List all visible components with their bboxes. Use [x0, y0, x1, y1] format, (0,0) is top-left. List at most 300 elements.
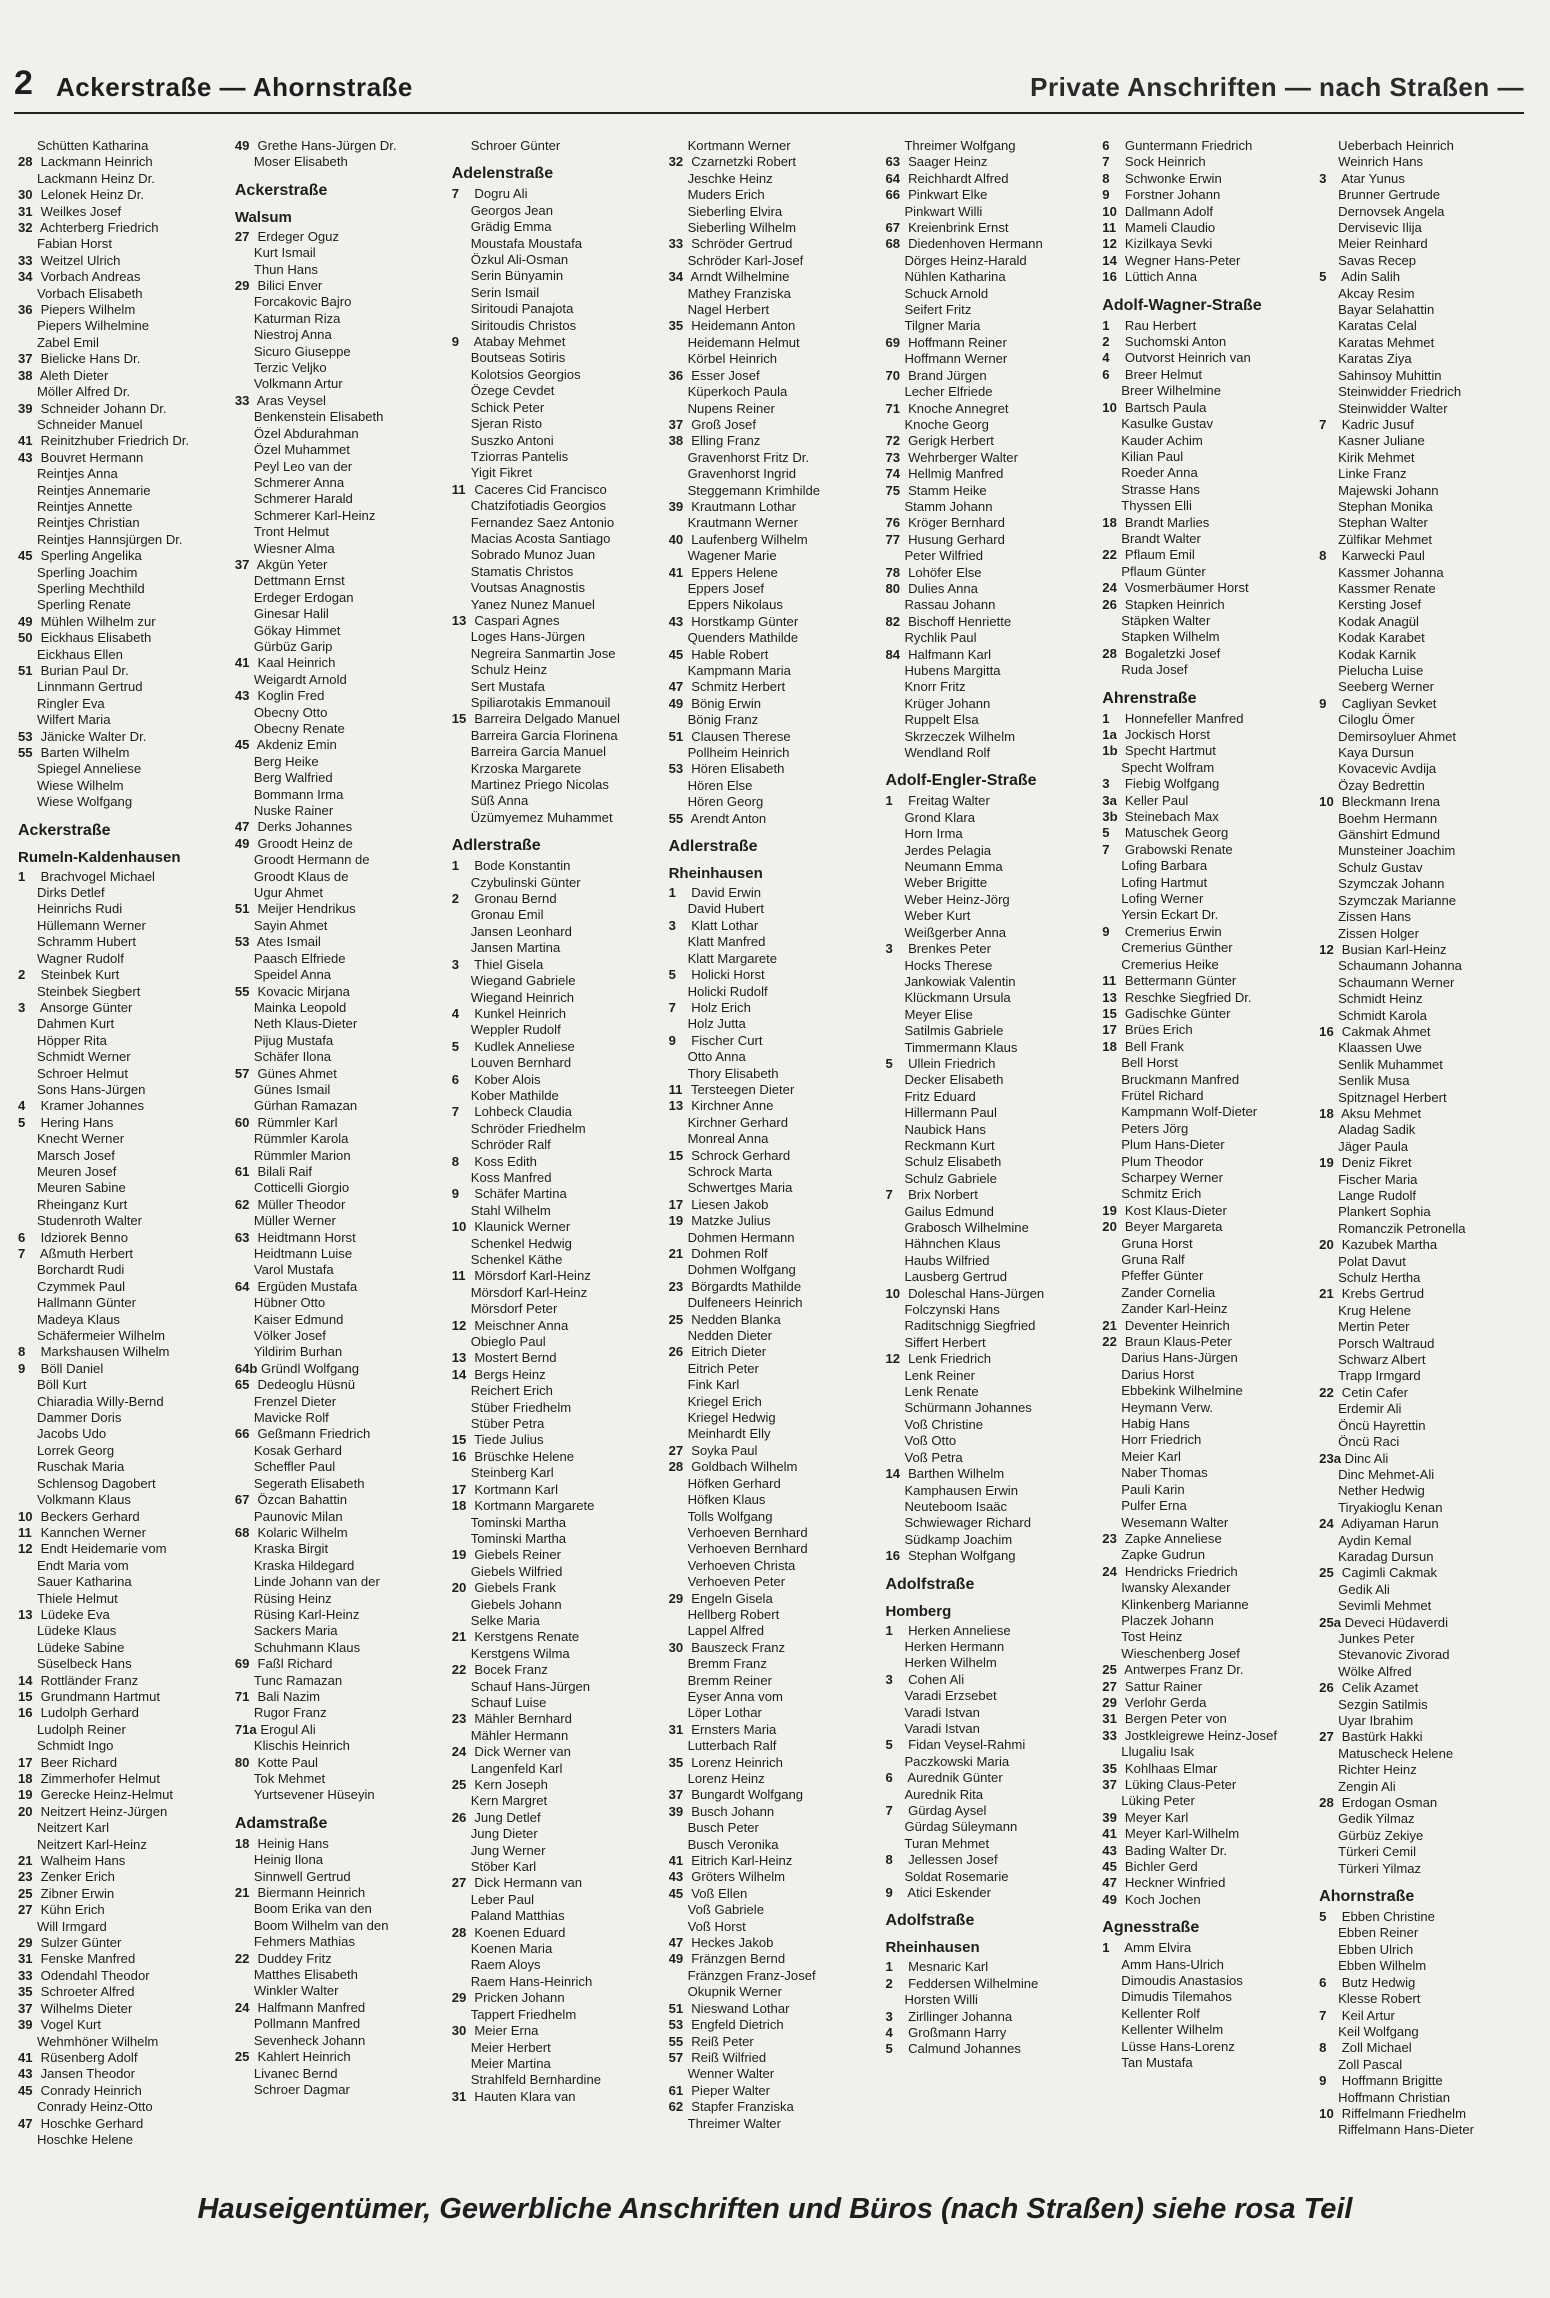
resident-name: Sert Mustafa — [470, 678, 545, 694]
resident-name: Kodak Anagül — [1338, 613, 1419, 629]
resident-name: Conrady Heinrich — [37, 2082, 142, 2098]
resident-name: Sezgin Satilmis — [1338, 1696, 1428, 1712]
resident-name: Hoffmann Werner — [904, 351, 1008, 367]
resident-name: Aßmuth Herbert — [37, 1246, 134, 1261]
resident-name: Plum Hans-Dieter — [1121, 1137, 1225, 1153]
resident-entry — [885, 1318, 1098, 1334]
resident-name: Okupnik Werner — [687, 1984, 782, 2000]
street-heading: Ahornstraße — [1319, 1888, 1415, 1906]
resident-name: Dimudis Tilemahos — [1121, 1989, 1232, 2005]
resident-entry — [1319, 302, 1532, 318]
resident-name: Will Irmgard — [37, 1918, 107, 1934]
resident-name: Kudlek Anneliese — [470, 1038, 575, 1054]
resident-entry — [885, 958, 1098, 974]
resident-name: Braun Klaus-Peter — [1121, 1334, 1232, 1350]
resident-name: Livanec Bernd — [253, 2065, 338, 2081]
resident-name: Idziorek Benno — [37, 1229, 128, 1245]
house-number: 36 — [668, 367, 684, 383]
resident-entry — [18, 1049, 231, 1065]
resident-entry — [452, 1531, 665, 1547]
resident-entry — [18, 729, 231, 745]
resident-entry — [452, 1203, 665, 1219]
resident-name: Hören Georg — [687, 794, 764, 810]
resident-entry — [885, 1885, 1098, 1901]
resident-name: Höfken Klaus — [687, 1492, 766, 1508]
resident-entry — [452, 777, 665, 793]
house-number: 21 — [451, 1629, 467, 1645]
resident-entry — [1102, 269, 1315, 285]
resident-entry — [669, 1705, 882, 1721]
resident-name: Nether Hedwig — [1338, 1483, 1425, 1499]
house-number: 50 — [18, 630, 33, 646]
resident-name: Schulz Hertha — [1338, 1270, 1421, 1286]
house-number: 20 — [451, 1580, 467, 1596]
resident-entry — [885, 859, 1098, 875]
resident-entry — [669, 1689, 882, 1705]
house-number: 39 — [668, 498, 684, 514]
resident-entry — [1102, 1285, 1315, 1301]
resident-entry — [18, 901, 231, 917]
resident-name: Kannchen Werner — [37, 1524, 146, 1540]
resident-entry — [669, 1295, 882, 1311]
resident-entry — [1319, 1204, 1532, 1220]
resident-name: Wieschenberg Josef — [1121, 1645, 1240, 1661]
resident-entry — [1102, 924, 1315, 940]
house-number: 24 — [1319, 1516, 1334, 1532]
resident-name: Lelonek Heinz Dr. — [37, 187, 144, 203]
resident-name: Meyer Elise — [904, 1006, 973, 1022]
resident-name: Leber Paul — [470, 1891, 535, 1907]
resident-entry — [669, 901, 882, 917]
resident-entry — [1319, 1434, 1532, 1450]
resident-name: Grabosch Wilhelmine — [904, 1220, 1029, 1235]
house-number: 16 — [1319, 1023, 1334, 1039]
resident-name: Barreira Garcia Manuel — [470, 744, 607, 760]
resident-entry — [885, 1992, 1098, 2008]
resident-entry — [18, 1689, 231, 1705]
resident-entry — [18, 335, 231, 351]
resident-name: Koss Edith — [470, 1153, 537, 1169]
resident-entry — [452, 1957, 665, 1973]
resident-entry — [1102, 1219, 1315, 1235]
resident-name: Butz Hedwig — [1338, 1974, 1416, 1990]
resident-entry — [18, 220, 231, 236]
house-number: 49 — [668, 1951, 684, 1967]
resident-name: Mertin Peter — [1338, 1319, 1410, 1335]
resident-entry — [669, 1426, 882, 1442]
resident-entry — [18, 384, 231, 400]
resident-entry — [235, 1755, 448, 1771]
resident-entry — [885, 1286, 1098, 1302]
resident-entry — [452, 613, 665, 629]
resident-entry — [452, 629, 665, 645]
resident-name: Stahl Wilhelm — [470, 1202, 551, 1218]
resident-entry — [452, 679, 665, 695]
resident-name: Kellenter Wilhelm — [1121, 2022, 1224, 2038]
resident-entry — [1319, 286, 1532, 302]
house-number: 12 — [451, 1317, 467, 1333]
resident-entry — [1319, 1155, 1532, 1171]
resident-entry — [885, 466, 1098, 482]
resident-entry — [235, 1983, 448, 1999]
resident-entry — [1102, 727, 1315, 743]
resident-name: Czybulinski Günter — [470, 874, 581, 890]
resident-entry — [885, 499, 1098, 515]
resident-name: Brix Norbert — [904, 1187, 978, 1203]
resident-name: Nagel Herbert — [687, 302, 770, 318]
resident-name: Voß Otto — [904, 1433, 957, 1449]
resident-entry — [669, 2066, 882, 2082]
resident-name: Brandt Walter — [1121, 530, 1201, 546]
resident-name: Meischner Anna — [470, 1317, 569, 1333]
resident-entry — [18, 1164, 231, 1180]
resident-name: Sulzer Günter — [37, 1935, 122, 1951]
resident-entry — [235, 688, 448, 704]
resident-entry — [1319, 384, 1532, 400]
resident-name: Weppler Rudolf — [470, 1022, 561, 1038]
resident-name: Dernovsek Angela — [1338, 203, 1445, 219]
resident-name: Mörsdorf Karl-Heinz — [470, 1284, 588, 1300]
resident-name: Rheinganz Kurt — [37, 1196, 128, 1212]
resident-name: Kortmann Werner — [687, 138, 791, 153]
resident-name: Spiliarotakis Emmanouil — [470, 695, 611, 710]
resident-entry — [235, 1443, 448, 1459]
resident-entry — [669, 417, 882, 433]
resident-name: Strasse Hans — [1121, 481, 1200, 497]
resident-name: Tiede Julius — [470, 1432, 544, 1448]
resident-name: Pollmann Manfred — [253, 2016, 361, 2032]
resident-entry — [669, 1148, 882, 1164]
resident-entry — [452, 2007, 665, 2023]
resident-name: Scheffler Paul — [253, 1459, 336, 1475]
resident-entry — [18, 696, 231, 712]
house-number: 63 — [234, 1229, 250, 1245]
resident-entry — [1319, 1615, 1532, 1631]
resident-entry — [885, 1688, 1098, 1704]
resident-entry — [1102, 367, 1315, 383]
resident-name: Busch Johann — [687, 1803, 775, 1819]
resident-name: Terzic Veljko — [253, 360, 327, 376]
resident-entry — [235, 1673, 448, 1689]
resident-name: Dallmann Adolf — [1121, 203, 1214, 219]
resident-entry — [235, 1246, 448, 1262]
resident-entry — [18, 1295, 231, 1311]
resident-name: Reckmann Kurt — [904, 1137, 995, 1153]
resident-entry — [1319, 1811, 1532, 1827]
resident-entry — [18, 154, 231, 170]
house-number: 33 — [1102, 1727, 1117, 1743]
resident-entry — [1319, 2106, 1532, 2122]
resident-entry — [885, 1302, 1098, 1318]
resident-entry — [18, 351, 231, 367]
resident-name: Beer Richard — [37, 1754, 118, 1770]
resident-entry — [452, 1547, 665, 1563]
resident-name: Endt Maria vom — [37, 1557, 129, 1573]
house-number: 39 — [18, 400, 33, 416]
resident-entry — [885, 712, 1098, 728]
resident-name: Jansen Theodor — [37, 2066, 136, 2082]
resident-entry — [1102, 383, 1315, 399]
resident-entry — [669, 1902, 882, 1918]
resident-entry — [1102, 1547, 1315, 1563]
resident-entry — [669, 1820, 882, 1836]
resident-entry — [235, 1541, 448, 1557]
resident-name: Üzümyemez Muhammet — [470, 809, 613, 825]
resident-name: Stöber Karl — [470, 1859, 537, 1875]
resident-name: Süß Anna — [470, 793, 529, 809]
resident-name: Schröder Gertrud — [687, 236, 793, 252]
resident-entry — [669, 951, 882, 967]
resident-entry — [1102, 204, 1315, 220]
resident-entry — [18, 967, 231, 983]
resident-name: Cohen Ali — [904, 1671, 965, 1687]
house-number: 18 — [1102, 1038, 1117, 1054]
resident-name: Koch Jochen — [1121, 1891, 1201, 1907]
resident-entry — [1102, 1236, 1315, 1252]
resident-name: Wölke Alfred — [1338, 1663, 1412, 1679]
resident-entry — [452, 1793, 665, 1809]
house-number: 80 — [234, 1754, 250, 1770]
resident-name: Steinbek Kurt — [37, 967, 120, 983]
resident-name: Outvorst Heinrich van — [1121, 350, 1251, 366]
resident-name: Rümmler Karl — [253, 1114, 338, 1130]
house-number: 6 — [1319, 1974, 1327, 1990]
resident-entry — [235, 409, 448, 425]
resident-entry — [452, 1892, 665, 1908]
resident-name: Fidan Veysel-Rahmi — [904, 1737, 1026, 1753]
resident-entry — [18, 1919, 231, 1935]
resident-entry — [669, 984, 882, 1000]
resident-name: Voß Christine — [904, 1416, 984, 1432]
house-number: 23 — [668, 1278, 684, 1294]
resident-name: Dogru Ali — [470, 186, 528, 202]
resident-name: Stamatis Christos — [470, 563, 574, 579]
resident-entry — [452, 711, 665, 727]
resident-entry — [669, 1213, 882, 1229]
house-number: 27 — [234, 228, 250, 244]
resident-entry — [1102, 1465, 1315, 1481]
house-number: 25 — [234, 2049, 250, 2065]
resident-entry — [669, 171, 882, 187]
resident-name: Schröder Ralf — [470, 1137, 551, 1153]
resident-name: Sattur Rainer — [1121, 1678, 1203, 1694]
resident-entry — [235, 1230, 448, 1246]
district-heading: Rheinhausen — [885, 1939, 980, 1957]
resident-entry — [669, 679, 882, 695]
resident-name: Jansen Martina — [470, 940, 561, 956]
resident-entry — [1102, 465, 1315, 481]
resident-entry — [885, 1976, 1098, 1992]
house-number: 27 — [1319, 1729, 1334, 1745]
resident-entry — [1102, 793, 1315, 809]
house-number: 18 — [18, 1771, 33, 1786]
house-number: 14 — [451, 1366, 467, 1382]
resident-name: Gründl Wolfgang — [257, 1360, 360, 1376]
resident-name: Klückmann Ursula — [904, 990, 1011, 1006]
resident-name: Küperkoch Paula — [687, 384, 788, 400]
resident-name: Gruna Ralf — [1121, 1252, 1185, 1267]
resident-entry — [669, 918, 882, 934]
house-number: 41 — [18, 2049, 33, 2065]
resident-name: Folczynski Hans — [904, 1302, 1000, 1318]
resident-entry — [1102, 809, 1315, 825]
resident-name: Aksu Mehmet — [1338, 1105, 1422, 1121]
resident-entry — [452, 1137, 665, 1153]
resident-entry — [452, 1252, 665, 1268]
resident-entry — [452, 1711, 665, 1727]
resident-name: Voß Petra — [904, 1449, 963, 1465]
resident-entry — [1102, 433, 1315, 449]
house-number: 82 — [885, 613, 901, 629]
resident-name: Zissen Hans — [1338, 909, 1411, 925]
resident-name: Peters Jörg — [1121, 1120, 1189, 1136]
house-number: 10 — [1319, 794, 1334, 810]
resident-entry — [18, 581, 231, 597]
house-number: 16 — [18, 1705, 33, 1721]
resident-entry — [669, 1459, 882, 1475]
resident-entry — [452, 383, 665, 399]
resident-name: Horsten Willi — [904, 1992, 978, 2008]
house-number: 1a — [1102, 727, 1117, 742]
resident-name: Rümmler Marion — [253, 1147, 351, 1163]
resident-name: Jung Dieter — [470, 1826, 538, 1842]
resident-entry — [235, 1410, 448, 1426]
resident-name: Cakmak Ahmet — [1338, 1023, 1431, 1039]
resident-entry — [669, 2083, 882, 2099]
resident-name: Pfeffer Günter — [1121, 1268, 1204, 1284]
resident-name: Kazubek Martha — [1338, 1237, 1438, 1253]
resident-name: Berg Heike — [253, 753, 319, 769]
resident-name: Schmidt Werner — [37, 1049, 131, 1065]
resident-entry — [1319, 2122, 1532, 2138]
house-number: 4 — [885, 2025, 893, 2041]
resident-entry — [1319, 1073, 1532, 1089]
resident-entry — [1102, 662, 1315, 678]
resident-entry — [669, 1394, 882, 1410]
resident-name: Zoll Michael — [1338, 2040, 1412, 2056]
resident-entry — [885, 1737, 1098, 1753]
resident-entry — [452, 2089, 665, 2105]
resident-entry — [669, 1509, 882, 1525]
resident-name: Koss Manfred — [470, 1169, 552, 1185]
resident-entry — [1102, 1826, 1315, 1842]
house-number: 4 — [1102, 350, 1110, 366]
resident-name: Dervisevic Ilija — [1338, 220, 1422, 236]
resident-name: Dahmen Kurt — [37, 1016, 115, 1032]
resident-name: Keller Paul — [1121, 792, 1189, 808]
house-number: 30 — [18, 187, 33, 203]
resident-entry — [1319, 1680, 1532, 1696]
resident-name: Bleckmann Irena — [1338, 794, 1441, 810]
resident-entry — [18, 483, 231, 499]
resident-entry — [885, 1400, 1098, 1416]
resident-name: Breer Helmut — [1121, 366, 1203, 382]
resident-name: Threimer Wolfgang — [904, 138, 1016, 153]
resident-entry — [885, 1770, 1098, 1786]
resident-name: Kampmann Wolf-Dieter — [1121, 1104, 1258, 1120]
resident-name: Groodt Heinz de — [253, 835, 353, 851]
resident-entry — [18, 1377, 231, 1393]
resident-entry — [1319, 1975, 1532, 1991]
resident-entry — [235, 2082, 448, 2098]
resident-entry — [1102, 1875, 1315, 1891]
resident-entry — [452, 564, 665, 580]
resident-entry — [885, 548, 1098, 564]
resident-name: Brenkes Peter — [904, 941, 992, 957]
resident-name: Kaiser Edmund — [253, 1311, 344, 1327]
resident-name: Bilali Raif — [253, 1163, 313, 1179]
resident-name: Eyser Anna vom — [687, 1688, 783, 1704]
resident-entry — [18, 1738, 231, 1754]
resident-entry — [1319, 2040, 1532, 2056]
house-number: 2 — [451, 891, 460, 907]
resident-name: Verhoeven Peter — [687, 1574, 786, 1590]
resident-name: Scharpey Werner — [1121, 1169, 1223, 1185]
resident-name: Lofing Barbara — [1121, 858, 1208, 874]
resident-name: Schütten Katharina — [37, 138, 149, 153]
house-number: 21 — [234, 1885, 250, 1901]
resident-name: Özel Muhammet — [253, 442, 350, 458]
resident-name: Boom Erika van den — [253, 1901, 372, 1917]
resident-name: Piepers Wilhelm — [37, 302, 136, 318]
resident-entry — [235, 1344, 448, 1360]
resident-name: Eickhaus Elisabeth — [37, 630, 152, 646]
resident-name: Bungardt Wolfgang — [687, 1787, 804, 1803]
resident-entry — [452, 416, 665, 432]
resident-name: Grädig Emma — [470, 219, 552, 235]
resident-name: Ruschak Maria — [37, 1459, 125, 1475]
resident-entry — [1319, 1122, 1532, 1138]
house-number: 9 — [451, 334, 460, 350]
resident-name: Biermann Heinrich — [253, 1885, 366, 1901]
resident-name: Kober Alois — [470, 1071, 541, 1087]
resident-name: Cotticelli Giorgio — [253, 1180, 350, 1196]
resident-entry — [1319, 1925, 1532, 1941]
resident-entry — [669, 712, 882, 728]
resident-name: Verhoeven Bernhard — [687, 1524, 808, 1540]
resident-entry — [885, 679, 1098, 695]
resident-entry — [1319, 154, 1532, 170]
resident-name: Meier Martina — [470, 2055, 551, 2071]
house-number: 49 — [1102, 1891, 1117, 1907]
resident-name: Schäfermeier Wilhelm — [37, 1328, 166, 1344]
resident-name: Hillermann Paul — [904, 1105, 997, 1121]
house-number: 25 — [1319, 1565, 1334, 1581]
resident-name: Schmidt Karola — [1338, 1007, 1427, 1023]
resident-name: Kirik Mehmet — [1338, 449, 1415, 465]
resident-name: Bell Frank — [1121, 1038, 1184, 1054]
resident-entry — [1319, 1598, 1532, 1614]
house-number: 60 — [234, 1114, 250, 1130]
resident-entry — [18, 565, 231, 581]
resident-name: Brachvogel Michael — [37, 868, 155, 884]
resident-entry — [452, 1908, 665, 1924]
resident-entry — [18, 1640, 231, 1656]
house-number: 1 — [885, 793, 893, 809]
resident-entry — [669, 1476, 882, 1492]
house-number: 41 — [234, 655, 250, 671]
resident-name: Stamm Johann — [904, 498, 993, 514]
resident-entry — [1319, 860, 1532, 876]
street-heading: Adlerstraße — [668, 838, 758, 856]
resident-entry — [235, 1049, 448, 1065]
resident-name: Yersin Eckart Dr. — [1121, 907, 1219, 923]
resident-entry — [18, 1262, 231, 1278]
resident-name: Dedeoglu Hüsnü — [253, 1377, 356, 1393]
resident-entry — [18, 597, 231, 613]
resident-entry — [885, 401, 1098, 417]
resident-entry — [1102, 1646, 1315, 1662]
